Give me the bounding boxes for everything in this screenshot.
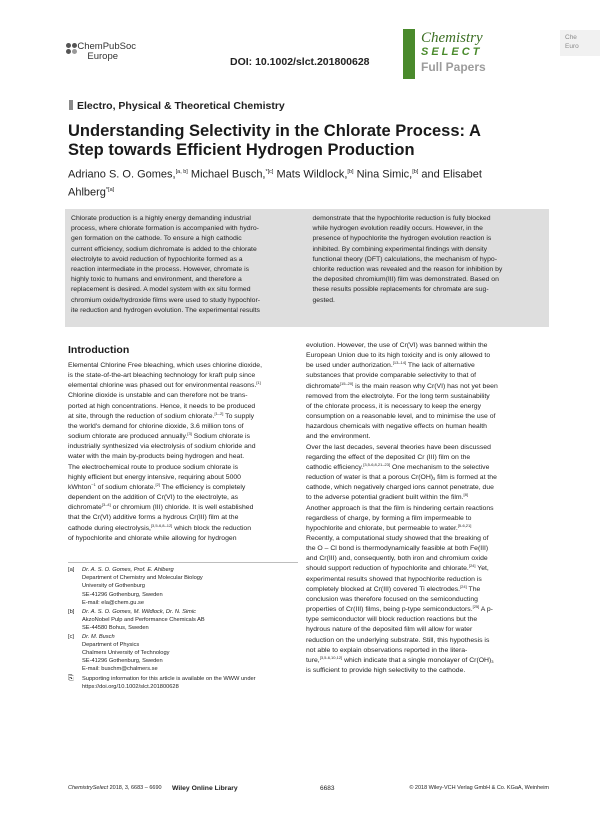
wiley-online-library-link[interactable]: Wiley Online Library bbox=[172, 785, 238, 792]
body-text-run: or chromium (III) chloride. It is well established that the Cr(VI) additive forms a hydrous Cr(III) film at the cathode during electrolysis, bbox=[68, 504, 254, 532]
author-affiliation-mark: [b] bbox=[347, 169, 354, 175]
affiliation-entry bbox=[68, 608, 298, 633]
citation-reference[interactable]: [3,5-6,8–12] bbox=[150, 522, 173, 528]
affiliations bbox=[68, 566, 298, 691]
supporting-info bbox=[68, 675, 298, 691]
body-text-run: of sodium chlorate. bbox=[95, 483, 156, 491]
citation-reference[interactable]: [13–14] bbox=[392, 360, 407, 366]
journal-brand-bar bbox=[403, 29, 415, 79]
body-text-run: Chlorine dioxide is unstable and can therefore not be trans- ported at high concentrations. Hence, it needs to be produced at site, through the reduction of sodium chlorate. bbox=[68, 392, 256, 420]
body-text-run: The conclusion was therefore focused on the semiconducting properties of Cr(III) films, being p-type semiconductors. bbox=[306, 585, 481, 614]
affiliation-key: [c] bbox=[68, 633, 75, 640]
publisher-logo bbox=[66, 42, 136, 62]
cover-text-1: Che bbox=[565, 34, 577, 41]
footer-cite-details: 2018, 3, 6683 – 6690 bbox=[108, 785, 162, 791]
body-text-run: Sodium chlorate is industrially synthesized via electrolysis of sodium chloride and water with the main by-products being hydrogen and heat. The electrochemical route to produce sodium chlorate is highly efficient but energy intensive, requiring about 5000 kWhton bbox=[68, 433, 256, 491]
body-text-run: film is formed at the cathode, which negatively charged ions cannot penetrate, due to the adverse potential gradient built within the film. bbox=[306, 474, 497, 502]
author-affiliation-mark: [a, b] bbox=[175, 169, 188, 175]
author-list bbox=[68, 165, 508, 200]
affiliation-authors: Dr. M. Busch bbox=[82, 633, 115, 640]
copyright-notice: © 2018 Wiley-VCH Verlag GmbH & Co. KGaA, Weinheim bbox=[409, 785, 549, 791]
affiliation-address: Department of Chemistry and Molecular Biology University of Gothenburg SE-41296 Gothenburg, Sweden E-mail: ela@chem.gu.se bbox=[82, 575, 203, 606]
body-text-run: Elemental Chlorine Free bleaching, which uses chlorine dioxide, is the state-of-the-art bleaching technology for kraft pulp since elemental chlorine was phased out for environmental reasons. bbox=[68, 362, 263, 390]
author-affiliation-mark: *[a] bbox=[105, 186, 115, 193]
affiliations-divider bbox=[68, 562, 298, 563]
journal-brand bbox=[403, 29, 553, 79]
citation-reference[interactable]: [3] bbox=[187, 431, 192, 437]
supporting-info-icon: ⎘ bbox=[68, 674, 74, 682]
footer-citation bbox=[68, 785, 162, 791]
publisher-name: ChemPubSoc bbox=[77, 41, 136, 52]
section-heading bbox=[69, 100, 285, 112]
body-text-run: evolution. However, the use of Cr(VI) was banned within the European Union due to its high toxicity and is only allowed to be used under authorization. bbox=[306, 342, 491, 370]
affiliation-key: [a] bbox=[68, 567, 75, 573]
citation-reference[interactable]: [1–2] bbox=[214, 410, 224, 416]
citation-reference[interactable]: [2] bbox=[155, 481, 160, 487]
body-text-run: To supply the world's demand for chlorine dioxide, 3.6 million tons of sodium chlorate are produced annually. bbox=[68, 412, 255, 441]
supporting-info-text[interactable]: Supporting information for this article is available on the WWW under https://doi.org/10.1002/slct.201800628 bbox=[82, 675, 256, 690]
citation-reference[interactable]: [8] bbox=[463, 492, 468, 498]
body-text-run: Yet, experimental results showed that hypochlorite reduction is completely blocked at Cr(III) covered Ti electrodes. bbox=[306, 565, 489, 593]
body-text-run: Recently, a computational study showed that the breaking of the O – Cl bond is thermodynamically feasible at both Fe(III) and Cr(III) and, consequently, both iron and chromium oxide should support reduction of hypochlorite and chlorate. bbox=[306, 534, 489, 573]
citation-reference[interactable]: [15–20] bbox=[339, 380, 354, 386]
affiliation-key: [b] bbox=[68, 608, 75, 615]
section-label: Electro, Physical & Theoretical Chemistry bbox=[77, 100, 285, 112]
body-column-right bbox=[306, 341, 549, 676]
doi-text[interactable]: DOI: 10.1002/slct.201800628 bbox=[230, 56, 370, 68]
page-number: 6683 bbox=[320, 785, 335, 792]
introduction-heading: Introduction bbox=[68, 344, 130, 356]
citation-reference[interactable]: [24] bbox=[468, 563, 476, 569]
article-type: Full Papers bbox=[421, 60, 486, 74]
affiliation-entry bbox=[68, 633, 298, 674]
citation-reference[interactable]: [25] bbox=[472, 604, 480, 610]
cover-thumbnail bbox=[560, 30, 600, 56]
author-name: Nina Simic, bbox=[353, 168, 413, 181]
body-text-run: Another approach is that the film is hindering certain reactions regardless of charge, by forming a film impermeable to hypochlorite and chlorate, but permeable to water. bbox=[306, 504, 494, 532]
subscript-text: 3 bbox=[433, 476, 436, 482]
body-text-run: which block the reduction of hypochlorite and chlorate while allowing for hydrogen bbox=[68, 524, 252, 542]
affiliation-address: Department of Physics Chalmers University of Technology SE-41296 Gothenburg, Sweden E-mail: buschm@chalmers.se bbox=[82, 641, 170, 673]
citation-reference[interactable]: [1] bbox=[256, 380, 261, 386]
author-affiliation-mark: [b] bbox=[412, 169, 419, 175]
body-text-run: The lack of alternative substances that provide comparable selectivity to that of dichromate bbox=[306, 362, 477, 390]
publisher-region: Europe bbox=[87, 51, 119, 62]
affiliation-authors: Dr. A. S. O. Gomes, Prof. E. Ahlberg bbox=[82, 567, 174, 573]
citation-reference[interactable]: [3–4] bbox=[101, 502, 111, 508]
affiliation-address: AkzoNobel Pulp and Performance Chemicals AB SE-44580 Bohus, Sweden bbox=[82, 616, 205, 631]
page-footer bbox=[68, 785, 549, 795]
author-affiliation-mark: *[c] bbox=[265, 169, 274, 175]
affiliation-authors: Dr. A. S. O. Gomes, M. Wildlock, Dr. N. Simic bbox=[82, 608, 197, 615]
citation-reference[interactable]: −1 bbox=[91, 481, 96, 487]
citation-reference[interactable]: [3,5-6,8,21–23] bbox=[363, 461, 391, 467]
article-title: Understanding Selectivity in the Chlorate Process: A Step towards Efficient Hydrogen Production bbox=[68, 122, 481, 159]
citation-reference[interactable]: [24] bbox=[460, 583, 467, 589]
abstract-box bbox=[65, 209, 549, 327]
author-name: Michael Busch, bbox=[187, 168, 266, 181]
cover-text-2: Euro bbox=[565, 43, 579, 50]
body-text-run: One mechanism to the selective reduction of water is that a porous Cr(OH) bbox=[306, 463, 490, 482]
body-text-run: A p- type semiconductor will block reduction reactions but the hydrous nature of the deposited film will allow for water reduction on the underlying substrate. Still, this hypothesis is not able to explain observations reported in the litera- ture, bbox=[306, 606, 493, 664]
body-text-run: is sufficient to provide high selectivity to the cathode. bbox=[306, 667, 466, 674]
footer-journal: ChemistrySelect bbox=[68, 785, 109, 791]
journal-name-line2: SELECT bbox=[421, 46, 483, 58]
chempubsoc-dots-icon bbox=[66, 43, 74, 55]
author-name: and Elisabet Ahlberg bbox=[68, 168, 482, 199]
citation-reference[interactable]: [5-6,21] bbox=[457, 522, 472, 528]
author-name: Mats Wildlock, bbox=[273, 168, 348, 181]
body-text-run: which indicate that a single monolayer of Cr(OH) bbox=[342, 656, 492, 664]
body-text-run: The efficiency is completely dependent on the addition of Cr(VI) to the electrolyte, as dichromate bbox=[68, 483, 246, 512]
abstract-column-2: demonstrate that the hypochlorite reduction is fully blocked while hydrogen evolution readily occurs. However, in the presence of hypochlorite the hydrogen evolution reaction is inhibited. By combining experimental findings with density functional theory (DFT) calculations, the mechanism of hypo- chlorite reduction was revealed and the reason for inhibition by the deposited chromium(III) film was demonstrated. Based on these results possible replacements for chromate are sug- gested. bbox=[312, 215, 503, 304]
journal-name-line1: Chemistry bbox=[421, 30, 483, 46]
author-name: Adriano S. O. Gomes, bbox=[68, 168, 176, 181]
section-marker-icon bbox=[69, 100, 73, 110]
body-column-left bbox=[68, 361, 298, 544]
subscript-text: 3 bbox=[491, 658, 494, 664]
abstract-column-1: Chlorate production is a highly energy demanding industrial process, where chlorate formation is accompanied with hydro- gen formation on the cathode. To ensure a high cathodic current efficiency, sodium dichromate is added to the chlorate electrolyte to avoid reduction of hypochlorite formed as a reaction intermediate in the process. However, chromate is highly toxic to humans and environment, and therefore a replacement is desired. A model system with ex situ formed chromium oxide/hydroxide films were used to study hypochlor- ite reduction and hydrogen evolution. The experimental results bbox=[71, 215, 261, 314]
citation-reference[interactable]: [3,5-6,10,12] bbox=[319, 654, 343, 660]
affiliation-entry bbox=[68, 566, 298, 607]
body-text-run: is the main reason why Cr(VI) has not yet been removed from the electrolyte. For the long term sustainability of the chlorate process, it is necessary to keep the energy consumption on a reasonable level, and to minimise the use of hazardous chemicals with negative effects on human health and the environment. Over the last decades, several theories have been discussed regarding the effect of the deposited Cr (III) film on the cathodic efficiency. bbox=[306, 382, 498, 471]
